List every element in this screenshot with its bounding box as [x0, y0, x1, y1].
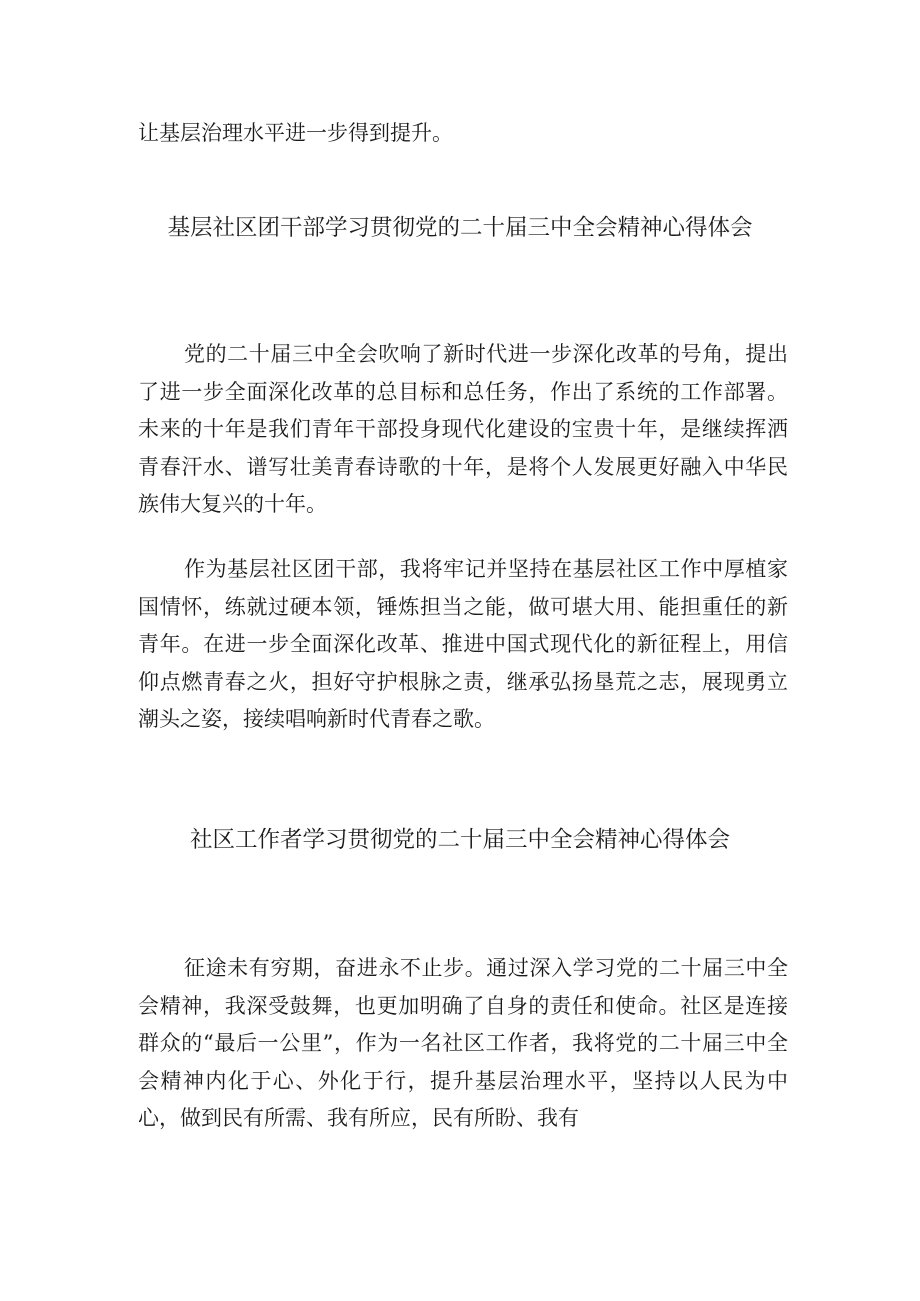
section-2-paragraph-1: 征途未有穷期，奋进永不止步。通过深入学习党的二十届三中全会精神，我深受鼓舞，也更加明确了自身的责任和使命。社区是连接群众的“最后一公里”，作为一名社区工作者，我将党的二十届三中全会精神内化于心、外化于行，提升基层治理水平，坚持以人民为中心，做到民有所需、我有所应，民有所盼、我有 — [138, 956, 788, 1130]
section-1-paragraph-2: 作为基层社区团干部，我将牢记并坚持在基层社区工作中厚植家国情怀，练就过硬本领，锤炼担当之能，做可堪大用、能担重任的新青年。在进一步全面深化改革、推进中国式现代化的新征程上，用信仰点燃青春之火，担好守护根脉之责，继承弘扬垦荒之志，展现勇立潮头之姿，接续唱响新时代青春之歌。 — [138, 557, 788, 731]
intro-fragment: 让基层治理水平进一步得到提升。 — [138, 121, 453, 145]
section-1-title: 基层社区团干部学习贯彻党的二十届三中全会精神心得体会 — [167, 215, 753, 241]
section-1-paragraph-1: 党的二十届三中全会吹响了新时代进一步深化改革的号角，提出了进一步全面深化改革的总目标和总任务，作出了系统的工作部署。未来的十年是我们青年干部投身现代化建设的宝贵十年，是继续挥洒青春汗水、谱写壮美青春诗歌的十年，是将个人发展更好融入中华民族伟大复兴的十年。 — [138, 342, 788, 516]
section-2-title: 社区工作者学习贯彻党的二十届三中全会精神心得体会 — [189, 827, 730, 853]
